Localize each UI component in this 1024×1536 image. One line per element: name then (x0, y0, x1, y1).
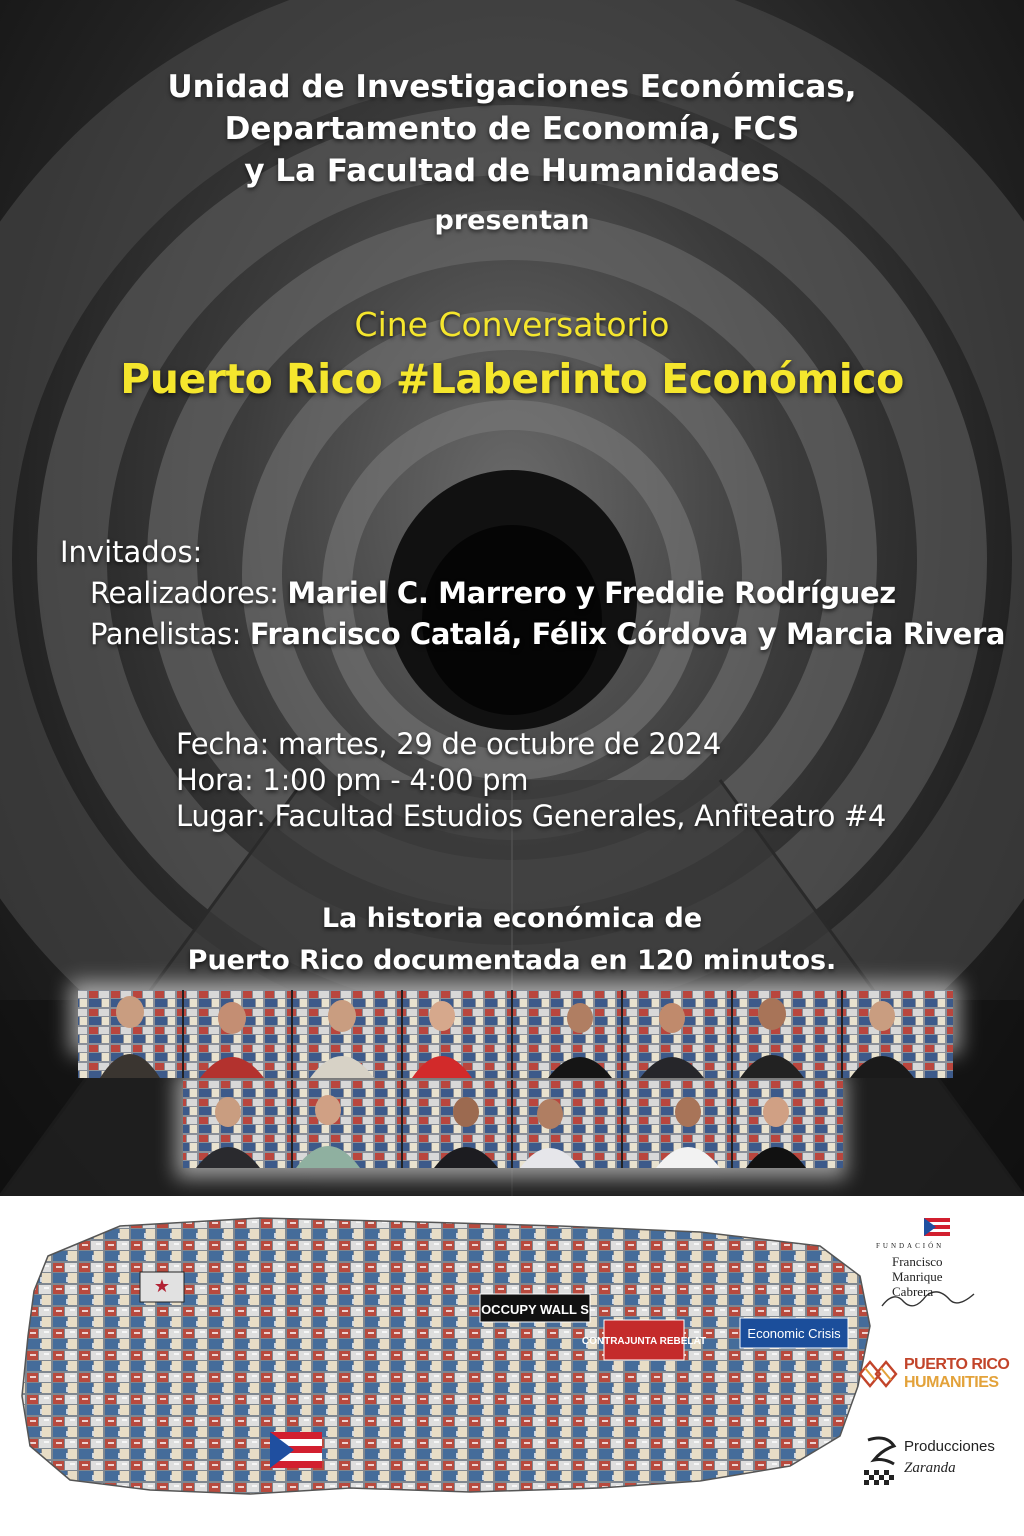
tagline-line-2: Puerto Rico documentada en 120 minutos. (187, 945, 837, 976)
fmc-name-2: Manrique (892, 1269, 943, 1284)
event-time: Hora: 1:00 pm - 4:00 pm (176, 763, 529, 797)
organizer-line-1: Unidad de Investigaciones Económicas, (167, 69, 857, 105)
tagline-line-1: La historia económica de (321, 903, 703, 934)
prh-knot-icon (856, 1354, 900, 1394)
puerto-rico-flag-icon (270, 1432, 322, 1468)
sign-contra: CONTRAJUNTA REBELAT (581, 1336, 707, 1347)
prh-line-1: PUERTO RICO (904, 1356, 1010, 1373)
fmc-name-1: Francisco (892, 1254, 943, 1269)
sign-occupy: OCCUPY WALL S (481, 1302, 589, 1317)
panelists-label: Panelistas: (90, 617, 242, 651)
guests-heading: Invitados: (60, 535, 203, 569)
prh-line-2: HUMANITIES (904, 1374, 999, 1391)
zaranda-line-1: Producciones (904, 1438, 995, 1455)
fmc-fundacion-label: FUNDACIÓN (876, 1242, 945, 1250)
event-title: Puerto Rico #Laberinto Económico (120, 355, 904, 403)
panelists-names: Francisco Catalá, Félix Córdova y Marcia Rivera (249, 617, 1006, 651)
fmc-name-3: Cabrera (892, 1284, 934, 1299)
directors-names: Mariel C. Marrero y Freddie Rodríguez (287, 576, 896, 610)
fundacion-fmc-logo (872, 1214, 982, 1314)
sign-crisis: Economic Crisis (747, 1326, 841, 1341)
directors-label: Realizadores: (90, 576, 279, 610)
presentan-text: presentan (434, 205, 590, 236)
organizer-line-3: y La Facultad de Humanidades (244, 153, 780, 189)
zaranda-mark-icon (860, 1434, 904, 1494)
svg-text:★: ★ (153, 1276, 171, 1296)
fmc-name (892, 1254, 943, 1299)
producciones-zaranda-logo (860, 1434, 1020, 1494)
event-subtitle: Cine Conversatorio (354, 305, 670, 344)
event-date: Fecha: martes, 29 de octubre de 2024 (176, 727, 721, 761)
event-place: Lugar: Facultad Estudios Generales, Anfiteatro #4 (176, 799, 887, 833)
organizer-line-2: Departamento de Economía, FCS (224, 111, 800, 147)
puerto-rico-humanities-logo-display (856, 1352, 1016, 1396)
zaranda-line-2: Zaranda (904, 1460, 956, 1476)
